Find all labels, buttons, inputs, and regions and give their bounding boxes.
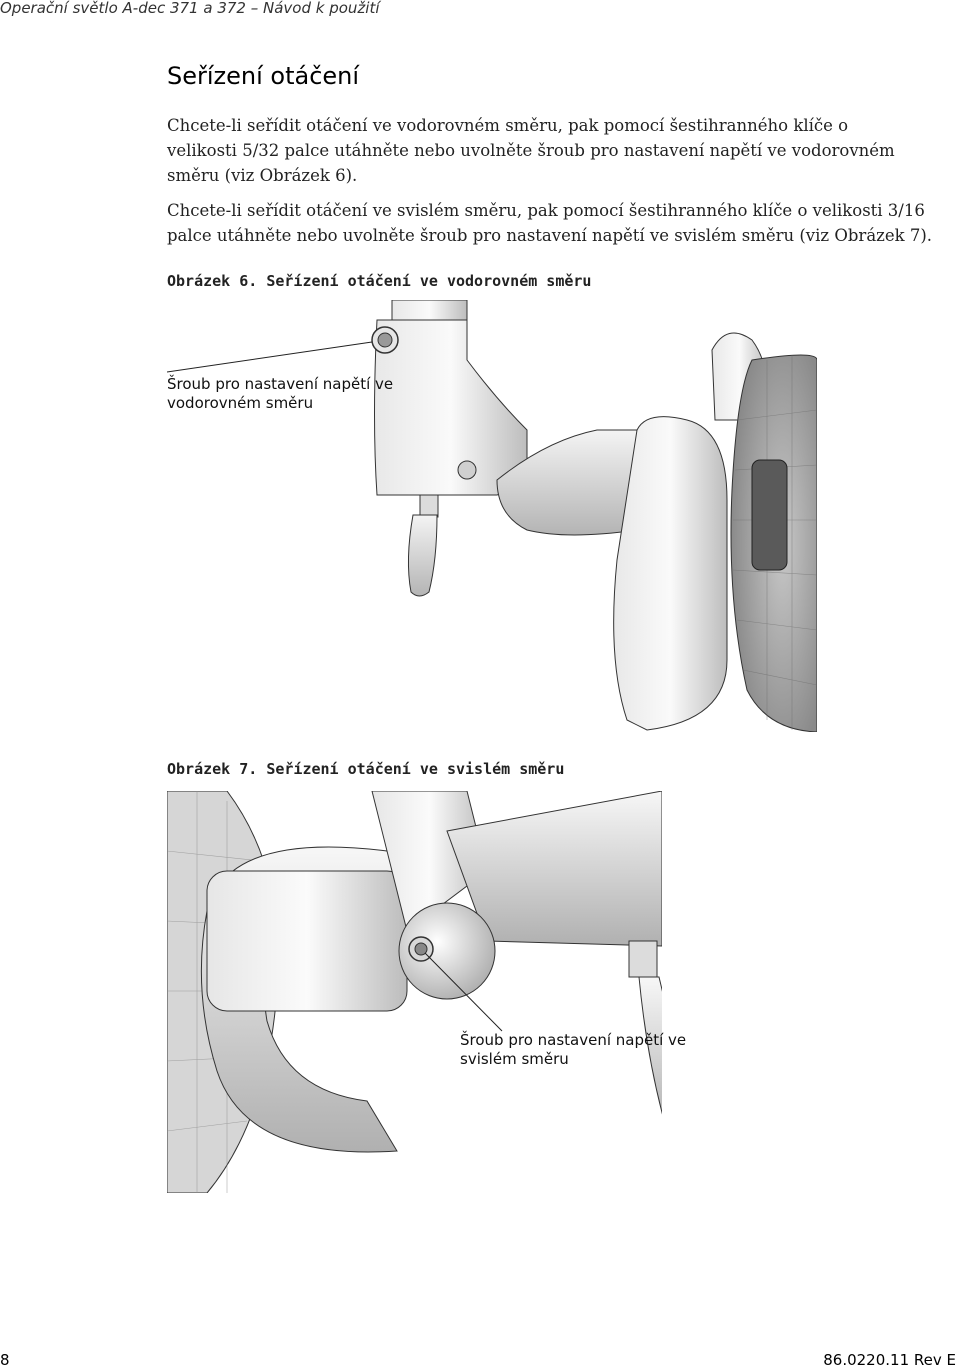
figure-6-illustration [167,300,817,732]
horizontal-tension-screw [372,327,398,353]
figure-7-illustration [167,791,662,1193]
vertical-tension-screw [399,903,495,999]
figure-6-callout: Šroub pro nastavení napětí ve vodorovném směru [167,375,394,412]
figure-7-callout: Šroub pro nastavení napětí ve svislém směru [460,1031,687,1068]
page-number: 8 [0,1351,10,1369]
paragraph-vertical: Chcete-li seřídit otáčení ve svislém směru, pak pomocí šestihranného klíče o velikosti 3/16 palce utáhněte nebo uvolněte šroub pro nastavení napětí ve svislém směru (viz Obrázek 7). [167,201,933,245]
running-header: Operační světlo A-dec 371 a 372 – Návod k použití [0,0,380,17]
document-id: 86.0220.11 Rev E [823,1351,956,1369]
paragraph-horizontal: Chcete-li seřídit otáčení ve vodorovném směru, pak pomocí šestihranného klíče o velikosti 5/32 palce utáhněte nebo uvolněte šroub pro nastavení napětí ve vodorovném směru (viz Obrázek 6). [167,116,895,185]
figure-6-caption: Obrázek 6. Seřízení otáčení ve vodorovném směru [167,272,592,290]
figure-7-caption: Obrázek 7. Seřízení otáčení ve svislém směru [167,760,565,778]
section-title: Seřízení otáčení [167,62,360,90]
